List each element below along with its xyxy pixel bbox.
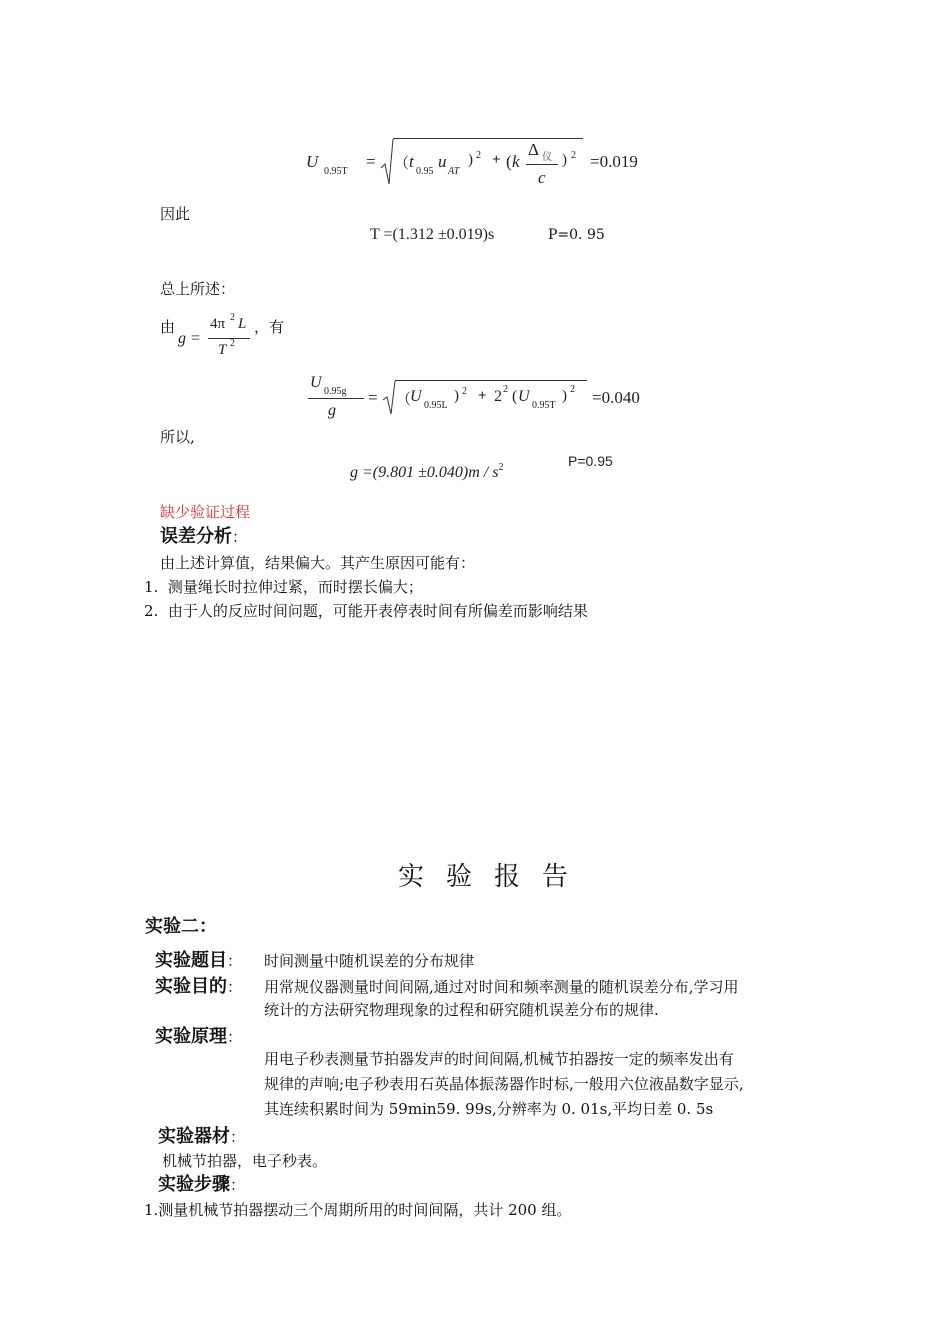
g-formula-suffix: ，有 bbox=[254, 318, 285, 336]
t-subscript: 0.95 bbox=[416, 166, 434, 177]
principle-row: 实验原理： bbox=[155, 1026, 243, 1047]
g-formula: g = 4π 2 L T 2 bbox=[176, 312, 266, 362]
error-analysis-heading: 误差分析： bbox=[160, 526, 248, 547]
purpose-row: 实验目的： bbox=[155, 976, 243, 997]
g-result: $g =(9.801 \pm 0.040)m / s^2$ bbox=[350, 462, 504, 481]
summary-label: 总上所述： bbox=[160, 280, 236, 298]
topic-text: 时间测量中随机误差的分布规律 bbox=[264, 952, 475, 970]
error-analysis-intro: 由上述计算值，结果偏大。其产生原因可能有： bbox=[160, 554, 476, 572]
report-title: 实验报告 bbox=[398, 862, 591, 892]
topic-row: 实验题目： bbox=[155, 950, 243, 971]
purpose-line-2: 统计的方法研究物理现象的过程和研究随机误差分布的规律. bbox=[264, 1001, 659, 1019]
delta-symbol: Δ bbox=[528, 140, 539, 159]
formula-result: =0.019 bbox=[590, 152, 638, 171]
list-item: 1. 测量绳长时拉伸过紧，而时摆长偏大； bbox=[144, 578, 423, 596]
c-symbol: c bbox=[538, 168, 546, 187]
principle-line-1: 用电子秒表测量节拍器发声的时间间隔,机械节拍器按一定的频率发出有 bbox=[264, 1050, 734, 1068]
formula-lhs: U bbox=[306, 152, 319, 171]
period-result: T =(1.312 ±0.019)s bbox=[370, 226, 495, 243]
formula-lhs-subscript: 0.95T bbox=[324, 166, 348, 177]
uncertainty-formula-g: U 0.95g g = （ U 0.95L ) 2 + 2 2 ( U 0.95T ) 2 =0.040 bbox=[310, 374, 640, 419]
formula-g-result: =0.040 bbox=[592, 388, 640, 407]
period-probability: P=0. 95 bbox=[548, 227, 605, 243]
principle-line-3: 其连续积累时间为 59min59. 99s,分辨率为 0. 01s,平均日差 0. 5s bbox=[264, 1100, 714, 1118]
g-probability: P=0.95 bbox=[568, 453, 613, 469]
t-symbol: t bbox=[409, 152, 414, 171]
uncertainty-formula-t: U 0.95T = （ t 0.95 u AT ) 2 + ( k Δ 仪 c ) 2 =0.019 bbox=[306, 140, 638, 187]
list-item: 2. 由于人的反应时间问题，可能开表停表时间有所偏差而影响结果 bbox=[144, 602, 588, 620]
therefore-label: 因此 bbox=[160, 205, 191, 223]
u-subscript: AT bbox=[448, 166, 460, 177]
principle-line-2: 规律的声响;电子秒表用石英晶体振荡器作时标,一般用六位液晶数字显示, bbox=[264, 1075, 744, 1093]
delta-subscript: 仪 bbox=[542, 152, 552, 163]
steps-row: 实验步骤： bbox=[158, 1174, 246, 1195]
g-formula-prefix: 由 bbox=[160, 318, 176, 336]
equipment-text: 机械节拍器，电子秒表。 bbox=[162, 1152, 328, 1170]
missing-verification-note: 缺少验证过程 bbox=[160, 503, 251, 521]
so-label: 所以, bbox=[160, 428, 195, 446]
equals-sign: = bbox=[366, 152, 376, 171]
u-symbol: u bbox=[438, 152, 447, 171]
experiment-label: 实验二： bbox=[145, 916, 217, 937]
sqrt-icon bbox=[382, 380, 396, 416]
equipment-row: 实验器材： bbox=[158, 1126, 246, 1147]
step-item-1: 1.测量机械节拍器摆动三个周期所用的时间间隔，共计 200 组。 bbox=[144, 1201, 572, 1219]
sqrt-icon bbox=[380, 138, 394, 188]
k-symbol: k bbox=[512, 152, 520, 171]
purpose-line-1: 用常规仪器测量时间间隔,通过对时间和频率测量的随机误差分布,学习用 bbox=[264, 978, 739, 996]
